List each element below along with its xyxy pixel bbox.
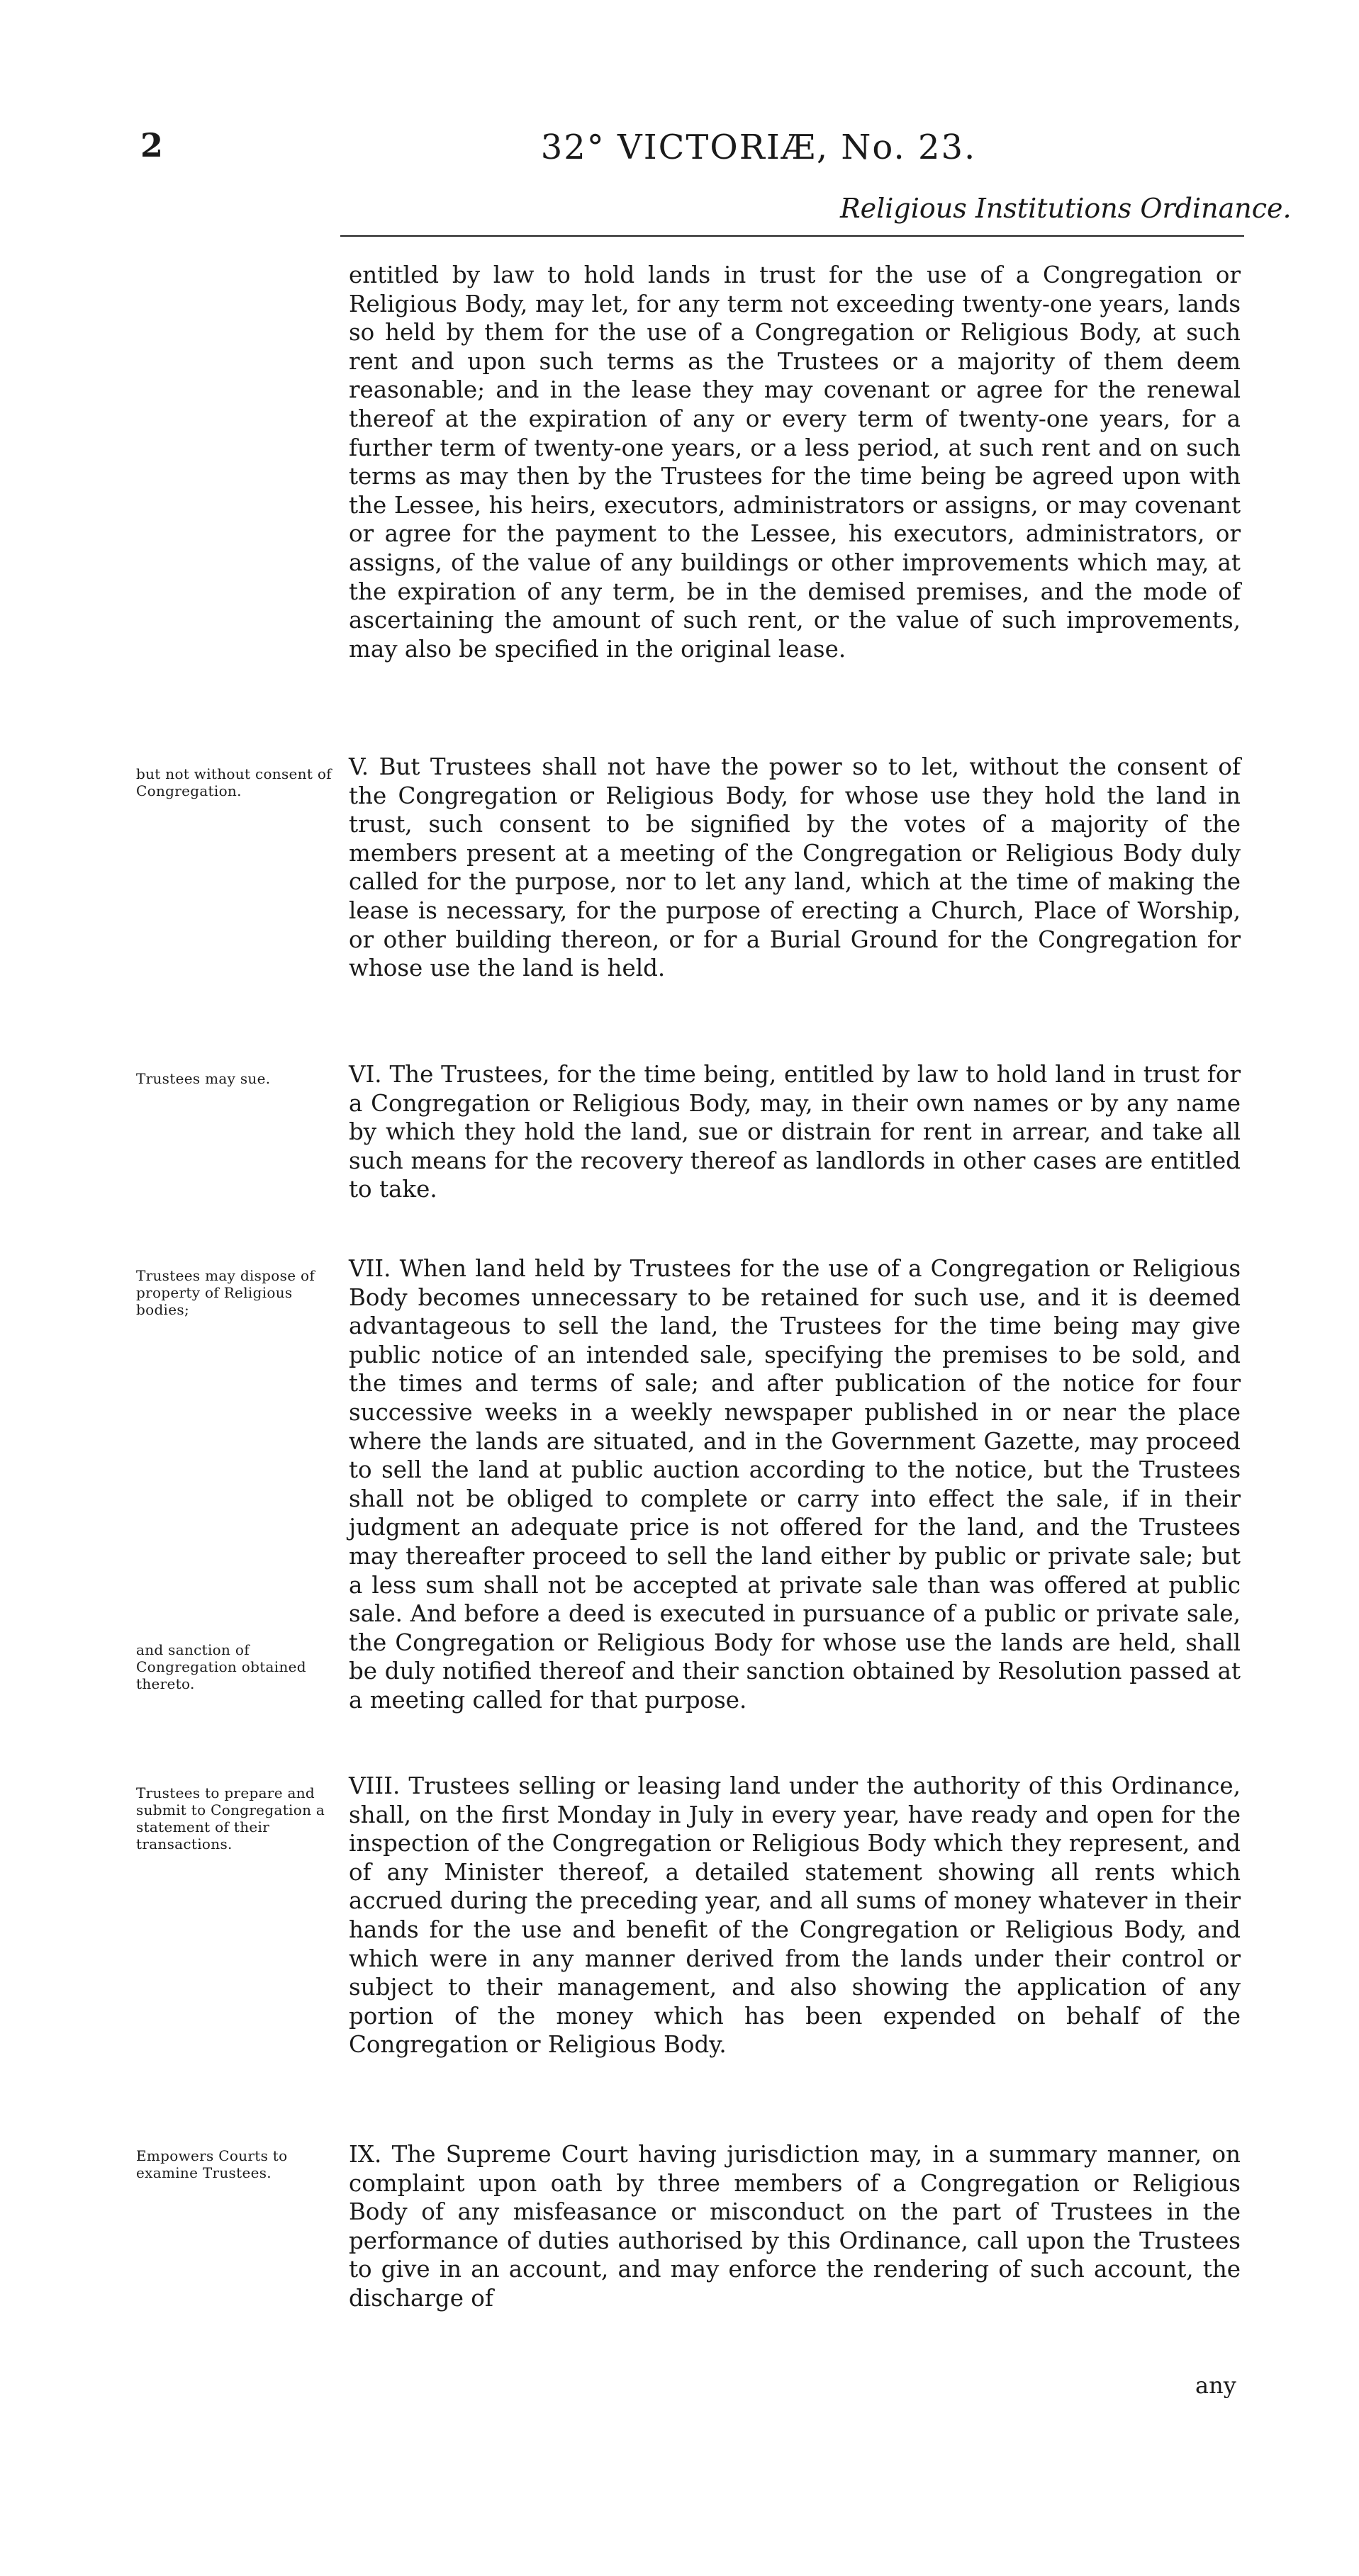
running-head: Religious Institutions Ordinance.: [840, 193, 1292, 224]
marginal-note-section-viii: Trustees to prepare and submit to Congregation a statement of their transactions.: [136, 1784, 325, 1852]
section-vi: VI. The Trustees, for the time being, entitled by law to hold land in trust for a Congregation or Religious Body, may, in their own names or by any name by which they hold the land, sue or distrain for rent in arrear, and take all such means for the recovery thereof as landlords in other cases are entitled to take.: [349, 1061, 1241, 1203]
section-viii: VIII. Trustees selling or leasing land under the authority of this Ordinance, shall, on the first Monday in July in every year, have ready and open for the inspection of the Congregation or Religious Body which they represent, and of any Minister thereof, a detailed statement showing all rents which accrued during the preceding year, and all sums of money whatever in their hands for the use and benefit of the Congregation or Religious Body, and which were in any manner derived from the lands under their control or subject to their management, and also showing the application of any portion of the money which has been expended on behalf of the Congregation or Religious Body.: [349, 1772, 1241, 2059]
catchword: any: [1195, 2372, 1236, 2399]
page-number: 2: [140, 126, 164, 164]
section-v: V. But Trustees shall not have the power so to let, without the consent of the Congregation or Religious Body, for whose use they hold the land in trust, such consent to be signified by the votes of a majority of the members present at a meeting of the Congregation or Religious Body duly called for the purpose, nor to let any land, which at the time of making the lease is necessary, for the purpose of erecting a Church, Place of Worship, or other building thereon, or for a Burial Ground for the Congregation for whose use the land is held.: [349, 753, 1241, 982]
act-title: 32° VICTORIÆ, No. 23.: [540, 128, 977, 167]
marginal-note-section-vii: Trustees may dispose of property of Religious bodies;: [136, 1267, 315, 1318]
marginal-note-section-vi: Trustees may sue.: [136, 1070, 271, 1087]
marginal-note-section-vii-sanction: and sanction of Congregation obtained thereto.: [136, 1641, 306, 1692]
marginal-note-section-ix: Empowers Courts to examine Trustees.: [136, 2147, 288, 2181]
section-iv-continuation: entitled by law to hold lands in trust for the use of a Congregation or Religious Body, may let, for any term not exceeding twenty-one years, lands so held by them for the use of a Congregation or Religious Body, at such rent and upon such terms as the Trustees or a majority of them deem reasonable; and in the lease they may covenant or agree for the renewal thereof at the expiration of any or every term of twenty-one years, for a further term of twenty-one years, or a less period, at such rent and on such terms as may then by the Trustees for the time being be agreed upon with the Lessee, his heirs, executors, administrators or assigns, or may covenant or agree for the payment to the Lessee, his executors, administrators, or assigns, of the value of any buildings or other improvements which may, at the expiration of any term, be in the demised premises, and the mode of ascertaining the amount of such rent, or the value of such improvements, may also be specified in the original lease.: [349, 261, 1241, 663]
marginal-note-section-v: but not without consent of Congregation.: [136, 765, 332, 799]
header-rule: [340, 235, 1244, 237]
section-vii: VII. When land held by Trustees for the use of a Congregation or Religious Body becomes unnecessary to be retained for such use, and it is deemed advantageous to sell the land, the Trustees for the time being may give public notice of an intended sale, specifying the premises to be sold, and the times and terms of sale; and after publication of the notice for four successive weeks in a weekly newspaper published in or near the place where the lands are situated, and in the Government Gazette, may proceed to sell the land at public auction according to the notice, but the Trustees shall not be obliged to complete or carry into effect the sale, if in their judgment an adequate price is not offered for the land, and the Trustees may thereafter proceed to sell the land either by public or private sale; but a less sum shall not be accepted at private sale than was offered at public sale. And before a deed is executed in pursuance of a public or private sale, the Congregation or Religious Body for whose use the lands are held, shall be duly notified thereof and their sanction obtained by Resolution passed at a meeting called for that purpose.: [349, 1255, 1241, 1714]
section-ix: IX. The Supreme Court having jurisdiction may, in a summary manner, on complaint upon oath by three members of a Congregation or Religious Body of any misfeasance or misconduct on the part of Trustees in the performance of duties authorised by this Ordinance, call upon the Trustees to give in an account, and may enforce the rendering of such account, the discharge of: [349, 2141, 1241, 2312]
